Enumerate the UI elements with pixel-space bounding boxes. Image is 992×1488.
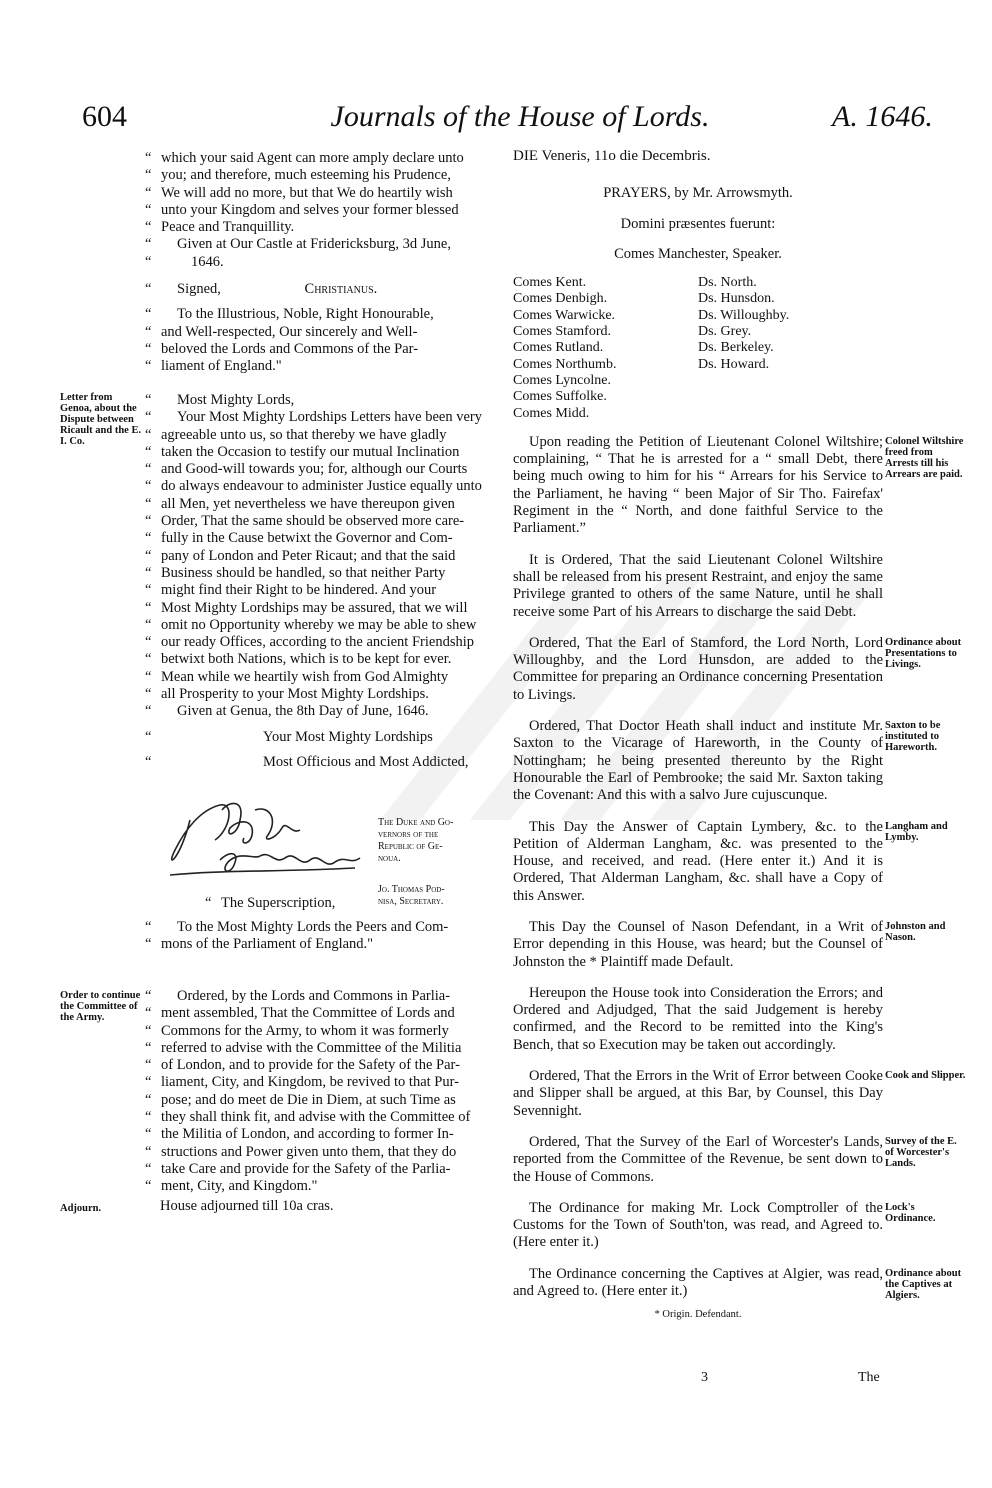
duke-lines <box>378 817 498 865</box>
army-order <box>145 988 490 1196</box>
margin-note: Ordinance about Presentations to Livings. <box>885 636 962 670</box>
date-line: DIE Veneris, 11o die Decembris. <box>513 148 711 164</box>
text-line: “ beloved the Lords and Commons of the Par- <box>145 341 490 358</box>
lords-column-barons <box>698 275 789 422</box>
text-line: “ liament, City, and Kingdom, be revived to that Pur- <box>145 1074 490 1091</box>
margin-note: Johnston and Nason. <box>885 920 946 943</box>
text-line: “ referred to advise with the Committee of the Militia <box>145 1040 490 1057</box>
text-line: Ds. Willoughby. <box>698 307 790 323</box>
proceedings <box>513 433 966 1301</box>
address-block-1 <box>145 306 490 375</box>
text-line: “ they shall think fit, and advise with the Committee of <box>145 1109 490 1126</box>
given-year <box>145 254 490 271</box>
closing-line-2 <box>145 754 490 771</box>
signature-mark: 3 <box>701 1370 708 1385</box>
paragraph-text: The Ordinance concerning the Captives at Algier, was read, and Agreed to. (Here enter it.) <box>513 1265 883 1300</box>
paragraph-text: Ordered, That the Earl of Stamford, the Lord North, Lord Willoughby, and the Lord Hunsdon, are added to the Committee for preparing an Ordinance concerning Presentation to Livings. <box>513 634 883 703</box>
text-line: Jo. Thomas Pod- <box>378 884 445 895</box>
secretary-lines <box>378 884 498 908</box>
salutation <box>145 392 490 409</box>
address-2-lines <box>145 919 490 954</box>
closing-line-1 <box>145 729 490 746</box>
margin-note: Saxton to be instituted to Hareworth. <box>885 720 941 754</box>
text-line: Comes Midd. <box>513 405 590 421</box>
margin-note-army: Order to continue the Committee of the Army. <box>60 990 141 1023</box>
duke-label <box>378 817 498 865</box>
paragraph-text: Ordered, That the Survey of the Earl of Worcester's Lands, reported from the Committee of the Revenue, be sent down to the House of Commons. <box>513 1133 883 1185</box>
given-year-text: 1646. <box>191 253 224 270</box>
right-column <box>513 148 966 1324</box>
footnote: * Origin. Defendant. <box>654 1309 742 1321</box>
text-line: Comes Warwicke. <box>513 307 616 323</box>
margin-note: Cook and Slipper. <box>885 1070 966 1082</box>
page-title: Journals of the House of Lords. <box>330 100 710 133</box>
given-line <box>145 236 490 253</box>
text-line: The Duke and Go- <box>378 817 454 828</box>
margin-note: Survey of the E. of Worcester's Lands. <box>885 1135 957 1169</box>
closing-text-2: Most Officious and Most Addicted, <box>263 753 469 770</box>
text-line: “ Order, That the same should be observed more care- <box>145 513 490 530</box>
proceeding-paragraph <box>513 634 962 704</box>
text-line: “ We will add no more, but that We do heartily wish <box>145 185 490 202</box>
margin-note-genoa: Letter from Genoa, about the Dispute between Ricault and the E. I. Co. <box>60 392 142 447</box>
proceeding-paragraph <box>513 552 883 621</box>
speaker-line: Comes Manchester, Speaker. <box>614 245 782 262</box>
text-line: “ pose; and do meet de Die in Diem, at such Time as <box>145 1092 490 1109</box>
text-line: Comes Rutland. <box>513 340 604 356</box>
text-line: Ds. North. <box>698 275 757 291</box>
paragraph-text: The Ordinance for making Mr. Lock Comptroller of the Customs for the Town of South'ton, was read, and Agreed to. (Here enter it.) <box>513 1199 883 1251</box>
text-line: “ Most Mighty Lordships may be assured, that we will <box>145 600 490 617</box>
prayers-line: PRAYERS, by Mr. Arrowsmyth. <box>603 185 793 202</box>
text-line: “ Mean while we heartily wish from God Almighty <box>145 669 490 686</box>
salutation-text: Most Mighty Lords, <box>177 392 295 408</box>
margin-note: Lock's Ordinance. <box>885 1201 936 1224</box>
margin-note-adjourn: Adjourn. <box>60 1203 102 1214</box>
margin-note: Colonel Wiltshire freed from Arrests till his Arrears are paid. <box>885 435 964 480</box>
margin-note: Langham and Lymby. <box>885 820 948 843</box>
text-line: “ might find their Right to be hindered. And your <box>145 582 490 599</box>
paragraph-text: Ordered, That Doctor Heath shall induct and institute Mr. Saxton to the Vicarage of Hareworth, in the County of Nottingham; he being presented thereunto by the Right Honourable the Earl of Pembrooke; the said Mr. Saxton taking the Covenant: And this with a salvo Jure cujuscunque. <box>513 718 883 804</box>
text-line: “ fully in the Cause betwixt the Governor and Com- <box>145 530 490 547</box>
paragraph-text: Hereupon the House took into Consideration the Errors; and Ordered and Adjudged, That the said Judgement is hereby confirmed, and the Record to be remitted into the King's Bench, that so Execution may be taken out accordingly. <box>513 984 883 1053</box>
text-line: “ Your Most Mighty Lordships Letters have been very <box>145 409 490 426</box>
given-at-fridericksburg: Given at Our Castle at Fridericksburg, 3d June, <box>177 236 451 253</box>
proceeding-paragraph <box>513 985 883 1054</box>
text-line: “ Business should be handled, so that neither Party <box>145 565 490 582</box>
text-line: “ which your said Agent can more amply declare unto <box>145 150 490 167</box>
text-line: Comes Stamford. <box>513 324 611 340</box>
lords-present <box>513 275 883 422</box>
address-block-2 <box>145 919 490 954</box>
text-line: Comes Suffolke. <box>513 389 607 405</box>
army-order-lines <box>145 988 490 1196</box>
proceeding-paragraph <box>513 1199 936 1252</box>
text-line: “ do always endeavour to administer Justice equally unto <box>145 478 490 495</box>
closing-text-1: Your Most Mighty Lordships <box>263 728 433 745</box>
paragraph-text: Upon reading the Petition of Lieutenant Colonel Wiltshire; complaining, “ That he is arrested for a “ small Debt, there being much owing to him for his “ Arrears for his Service to the Parliament, he having “ been Major of Sir Tho. Fairefax' Regiment in the “ North, and done faithful Service to the Parliament.” <box>513 433 883 537</box>
text-line: “ taken the Occasion to testify our mutual Inclination <box>145 444 490 461</box>
signed-line <box>145 281 490 298</box>
given-genua-text: Given at Genua, the 8th Day of June, 1646. <box>177 703 429 720</box>
given-genua <box>145 703 490 720</box>
text-line: “ betwixt both Nations, which is to be kept for ever. <box>145 651 490 668</box>
text-line: “ our ready Offices, according to the ancient Friendship <box>145 634 490 651</box>
text-line: “ pany of London and Peter Ricaut; and that the said <box>145 548 490 565</box>
text-line: “ Commons for the Army, to whom it was formerly <box>145 1023 490 1040</box>
proceeding-paragraph <box>513 918 946 971</box>
text-line: Ds. Berkeley. <box>698 340 774 356</box>
secretary-label <box>378 884 498 908</box>
text-line: “ all Men, yet nevertheless we have thereupon given <box>145 496 490 513</box>
text-line: “ Ordered, by the Lords and Commons in Parlia- <box>145 988 490 1005</box>
text-line: “ agreeable unto us, so that thereby we have gladly <box>145 427 490 444</box>
text-line: “ all Prosperity to your Most Mighty Lordships. <box>145 686 490 703</box>
adjourn-line: House adjourned till 10a cras. <box>160 1198 334 1214</box>
proceeding-paragraph <box>513 1265 962 1301</box>
paragraph-text: This Day the Counsel of Nason Defendant, in a Writ of Error depending in this House, was heard; but the Counsel of Johnston the * Plaintiff made Default. <box>513 918 883 970</box>
text-line: noua. <box>378 853 401 864</box>
handwritten-signature <box>160 790 380 890</box>
text-line: vernors of the <box>378 829 439 840</box>
text-line: Ds. Howard. <box>698 356 770 372</box>
page-number: 604 <box>82 100 127 133</box>
proceeding-paragraph <box>513 433 964 538</box>
text-line: nisa, Secretary. <box>378 896 444 907</box>
proceeding-paragraph <box>513 1133 957 1186</box>
proceeding-paragraph <box>513 718 941 804</box>
domini-line: Domini præsentes fuerunt: <box>620 215 776 232</box>
text-line: “ liament of England." <box>145 358 490 375</box>
text-line: “ To the Most Mighty Lords the Peers and Com- <box>145 919 490 936</box>
text-line: “ structions and Power given unto them, that they do <box>145 1144 490 1161</box>
paragraph-text: It is Ordered, That the said Lieutenant Colonel Wiltshire shall be released from his present Restraint, and enjoy the same Privilege granted to others of the same Nature, until he shall receive some Part of his Arrears to discharge the said Debt. <box>513 551 883 620</box>
page-year: A. 1646. <box>832 100 933 133</box>
signed-label: Signed, <box>177 281 221 298</box>
text-line: Comes Lyncolne. <box>513 372 611 388</box>
left-column <box>145 150 490 376</box>
text-line: “ unto your Kingdom and selves your former blessed <box>145 202 490 219</box>
genoa-letter <box>145 392 490 771</box>
catchword: The <box>858 1370 880 1385</box>
margin-note: Ordinance about the Captives at Algiers. <box>885 1267 962 1301</box>
text-line: “ Peace and Tranquillity. <box>145 219 490 236</box>
text-line: “ of London, and to provide for the Safety of the Par- <box>145 1057 490 1074</box>
text-line: “ the Militia of London, and according to former In- <box>145 1126 490 1143</box>
superscription-text: The Superscription, <box>221 895 336 911</box>
paragraph-text: This Day the Answer of Captain Lymbery, &c. to the Petition of Alderman Langham, &c. was presented to the House, and received, and read. (Here enter it.) And it is Ordered, That Alderman Langham, &c. shall have a Copy of this Answer. <box>513 818 883 904</box>
text-line: Republic of Ge- <box>378 841 443 852</box>
text-line: Comes Kent. <box>513 275 587 291</box>
text-line: “ mons of the Parliament of England." <box>145 936 490 953</box>
text-line: Comes Denbigh. <box>513 291 608 307</box>
genoa-letter-body <box>145 409 490 703</box>
letter-closing-block <box>145 150 490 236</box>
proceeding-paragraph <box>513 1068 966 1120</box>
text-line: Ds. Grey. <box>698 324 752 340</box>
text-line: “ ment assembled, That the Committee of Lords and <box>145 1005 490 1022</box>
proceeding-paragraph <box>513 818 948 905</box>
paragraph-text: Ordered, That the Errors in the Writ of Error between Cooke and Slipper shall be argued, at this Bar, by Counsel, this Day Sevennight. <box>513 1068 883 1119</box>
text-line: “ To the Illustrious, Noble, Right Honourable, <box>145 306 490 323</box>
text-line: “ and Good-will towards you; for, although our Courts <box>145 461 490 478</box>
text-line: “ omit no Opportunity whereby we may be able to shew <box>145 617 490 634</box>
text-line: “ you; and therefore, much esteeming his Prudence, <box>145 167 490 184</box>
text-line: Ds. Hunsdon. <box>698 291 775 307</box>
text-line: “ take Care and provide for the Safety of the Parlia- <box>145 1161 490 1178</box>
signed-name: Christianus. <box>304 281 378 298</box>
text-line: “ and Well-respected, Our sincerely and Well- <box>145 324 490 341</box>
text-line: “ ment, City, and Kingdom." <box>145 1178 490 1195</box>
lords-column-earls <box>513 275 698 422</box>
text-line: Comes Northumb. <box>513 356 617 372</box>
